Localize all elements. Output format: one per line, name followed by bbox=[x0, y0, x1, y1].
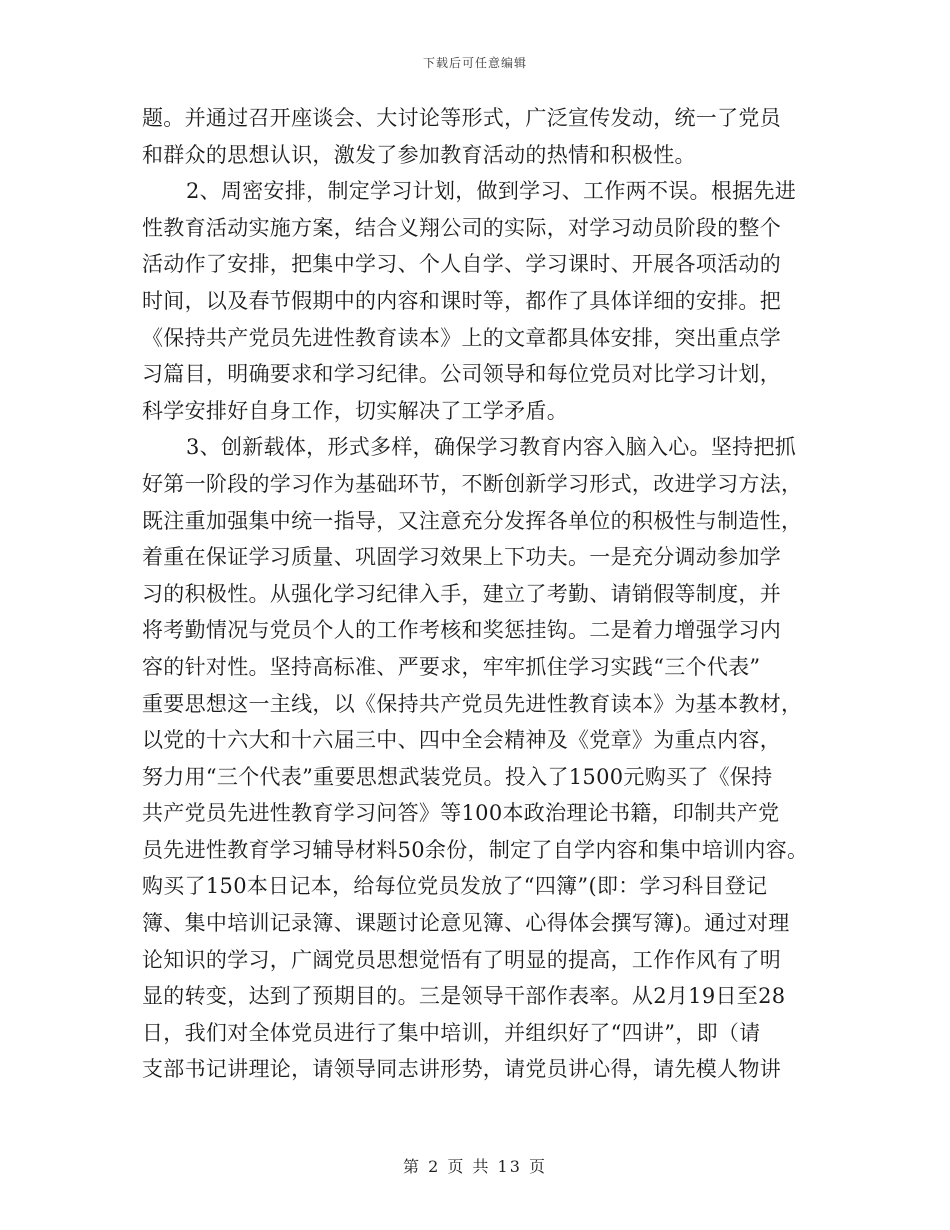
text-line: 3、创新载体，形式多样，确保学习教育内容入脑入心。坚持把抓 bbox=[186, 435, 797, 460]
text-line: 显的转变，达到了预期目的。三是领导干部作表率。从2月19日至28 bbox=[142, 984, 786, 1009]
text-line: 容的针对性。坚持高标准、严要求，牢牢抓住学习实践“三个代表” bbox=[142, 654, 761, 679]
body-text bbox=[142, 100, 822, 1088]
text-line: 员先进性教育学习辅导材料50余份，制定了自学内容和集中培训内容。 bbox=[142, 837, 809, 862]
text-line: 科学安排好自身工作，切实解决了工学矛盾。 bbox=[142, 398, 568, 423]
text-line: 努力用“三个代表”重要思想武装党员。投入了1500元购买了《保持 bbox=[142, 764, 773, 789]
text-line: 活动作了安排，把集中学习、个人自学、学习课时、开展各项活动的 bbox=[142, 252, 781, 277]
text-line: 着重在保证学习质量、巩固学习效果上下功夫。一是充分调动参加学 bbox=[142, 545, 781, 570]
text-line: 将考勤情况与党员个人的工作考核和奖惩挂钩。二是着力增强学习内 bbox=[142, 618, 781, 643]
text-line: 时间，以及春节假期中的内容和课时等，都作了具体详细的安排。把 bbox=[142, 288, 781, 313]
text-line: 题。并通过召开座谈会、大讨论等形式，广泛宣传发动，统一了党员 bbox=[142, 106, 781, 130]
page-header: 下载后可任意编辑 bbox=[422, 56, 527, 70]
text-line: 以党的十六大和十六届三中、四中全会精神及《党章》为重点内容， bbox=[142, 728, 781, 753]
text-line: 和群众的思想认识，激发了参加教育活动的热情和积极性。 bbox=[142, 142, 696, 167]
text-line: 2、周密安排，制定学习计划，做到学习、工作两不误。根据先进 bbox=[186, 179, 797, 204]
text-line: 购买了150本日记本，给每位党员发放了“四簿”(即：学习科目登记 bbox=[142, 874, 768, 899]
text-line: 习的积极性。从强化学习纪律入手，建立了考勤、请销假等制度，并 bbox=[142, 581, 781, 606]
text-line: 好第一阶段的学习作为基础环节，不断创新学习形式，改进学习方法， bbox=[142, 471, 803, 496]
text-line: 既注重加强集中统一指导，又注意充分发挥各单位的积极性与制造性， bbox=[142, 508, 803, 533]
text-line: 共产党员先进性教育学习问答》等100本政治理论书籍，印制共产党 bbox=[142, 801, 780, 826]
text-line: 论知识的学习，广阔党员思想觉悟有了明显的提高，工作作风有了明 bbox=[142, 947, 781, 972]
text-line: 簿、集中培训记录簿、课题讨论意见簿、心得体会撰写簿)。通过对理 bbox=[142, 911, 790, 936]
text-line: 习篇目，明确要求和学习纪律。公司领导和每位党员对比学习计划， bbox=[142, 362, 781, 387]
page-footer: 第 2 页 共 13 页 bbox=[403, 1157, 547, 1176]
text-line: 支部书记讲理论，请领导同志讲形势，请党员讲心得，请先模人物讲 bbox=[142, 1057, 781, 1082]
text-line: 性教育活动实施方案，结合义翔公司的实际，对学习动员阶段的整个 bbox=[142, 215, 781, 240]
text-line: 日，我们对全体党员进行了集中培训，并组织好了“四讲”，即（请 bbox=[142, 1020, 761, 1045]
text-line: 《保持共产党员先进性教育读本》上的文章都具体安排，突出重点学 bbox=[142, 325, 781, 350]
text-line: 重要思想这一主线，以《保持共产党员先进性教育读本》为基本教材， bbox=[142, 691, 803, 716]
